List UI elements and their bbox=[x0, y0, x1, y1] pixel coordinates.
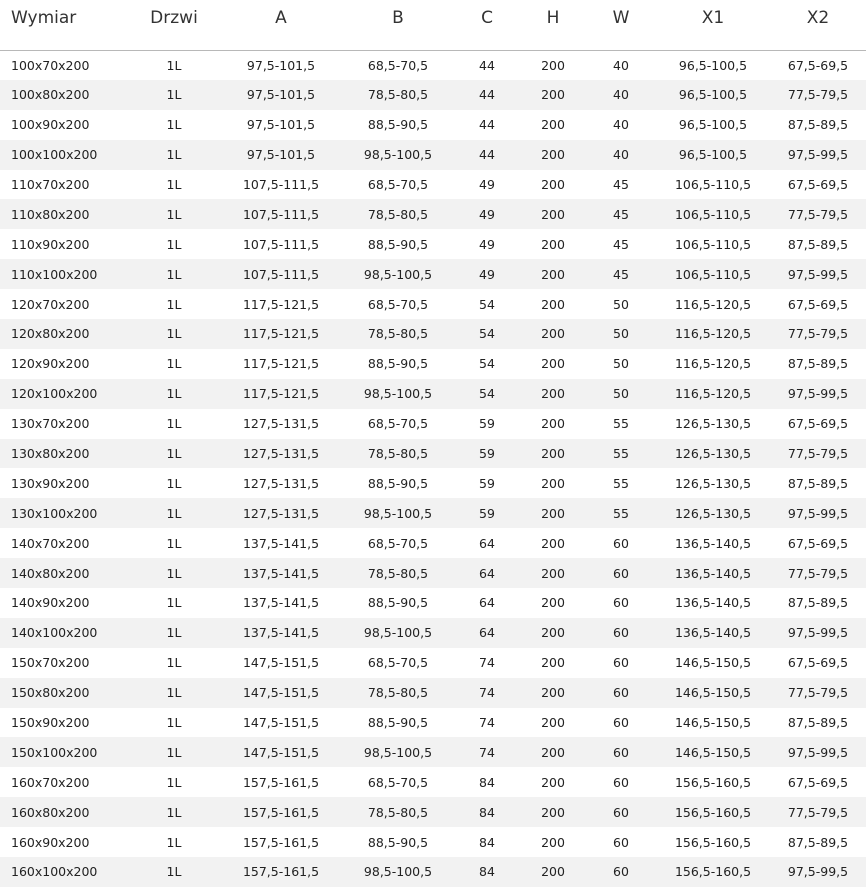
cell-h: 200 bbox=[541, 864, 565, 880]
cell-x2: 87,5-89,5 bbox=[787, 356, 849, 372]
cell-drzwi: 1L bbox=[166, 565, 182, 581]
cell-c: 44 bbox=[479, 117, 495, 133]
table-row bbox=[0, 678, 866, 708]
cell-h: 200 bbox=[541, 834, 565, 850]
cell-h: 200 bbox=[541, 535, 565, 551]
cell-b: 88,5-90,5 bbox=[367, 595, 429, 611]
column-header-h: H bbox=[520, 0, 586, 50]
cell-x2: 97,5-99,5 bbox=[787, 625, 849, 641]
cell-w: 60 bbox=[613, 804, 629, 820]
table-row bbox=[0, 170, 866, 200]
cell-x1: 116,5-120,5 bbox=[674, 386, 752, 402]
cell-c: 44 bbox=[479, 147, 495, 163]
cell-h: 200 bbox=[541, 296, 565, 312]
cell-h: 200 bbox=[541, 774, 565, 790]
cell-a: 127,5-131,5 bbox=[242, 505, 320, 521]
cell-x2: 97,5-99,5 bbox=[787, 744, 849, 760]
cell-b: 88,5-90,5 bbox=[367, 117, 429, 133]
cell-b: 98,5-100,5 bbox=[363, 266, 433, 282]
cell-x2: 77,5-79,5 bbox=[787, 206, 849, 222]
cell-w: 60 bbox=[613, 595, 629, 611]
cell-x2: 77,5-79,5 bbox=[787, 685, 849, 701]
column-header-a: A bbox=[220, 0, 342, 50]
cell-x1: 126,5-130,5 bbox=[674, 416, 752, 432]
cell-drzwi: 1L bbox=[166, 57, 182, 73]
column-header-x1: X1 bbox=[656, 0, 770, 50]
cell-wymiar: 160x70x200 bbox=[11, 774, 90, 790]
cell-b: 98,5-100,5 bbox=[363, 505, 433, 521]
cell-drzwi: 1L bbox=[166, 296, 182, 312]
cell-a: 147,5-151,5 bbox=[242, 715, 320, 731]
cell-x1: 136,5-140,5 bbox=[674, 565, 752, 581]
cell-h: 200 bbox=[541, 565, 565, 581]
cell-w: 55 bbox=[613, 475, 629, 491]
cell-w: 60 bbox=[613, 744, 629, 760]
cell-a: 107,5-111,5 bbox=[242, 177, 320, 192]
cell-c: 64 bbox=[479, 565, 495, 581]
cell-a: 127,5-131,5 bbox=[242, 475, 320, 491]
cell-drzwi: 1L bbox=[166, 744, 182, 760]
cell-c: 54 bbox=[479, 386, 495, 402]
cell-h: 200 bbox=[541, 386, 565, 402]
cell-wymiar: 120x100x200 bbox=[11, 386, 98, 402]
cell-b: 98,5-100,5 bbox=[363, 864, 433, 880]
cell-c: 59 bbox=[479, 505, 495, 521]
cell-c: 74 bbox=[479, 685, 495, 701]
cell-x2: 97,5-99,5 bbox=[787, 147, 849, 163]
cell-h: 200 bbox=[541, 87, 565, 103]
cell-x2: 67,5-69,5 bbox=[787, 655, 849, 671]
cell-w: 60 bbox=[613, 565, 629, 581]
table-row bbox=[0, 199, 866, 229]
cell-a: 117,5-121,5 bbox=[242, 296, 320, 312]
cell-x2: 87,5-89,5 bbox=[787, 475, 849, 491]
cell-b: 78,5-80,5 bbox=[367, 326, 429, 342]
cell-h: 200 bbox=[541, 117, 565, 133]
cell-w: 45 bbox=[613, 236, 629, 252]
cell-wymiar: 140x80x200 bbox=[11, 565, 90, 581]
cell-wymiar: 120x70x200 bbox=[11, 296, 90, 312]
cell-x1: 116,5-120,5 bbox=[674, 326, 752, 342]
cell-x1: 146,5-150,5 bbox=[674, 744, 752, 760]
cell-a: 147,5-151,5 bbox=[242, 744, 320, 760]
cell-drzwi: 1L bbox=[166, 834, 182, 850]
cell-x1: 126,5-130,5 bbox=[674, 446, 752, 462]
cell-b: 88,5-90,5 bbox=[367, 715, 429, 731]
cell-h: 200 bbox=[541, 475, 565, 491]
cell-c: 44 bbox=[479, 57, 495, 73]
cell-h: 200 bbox=[541, 685, 565, 701]
cell-x2: 67,5-69,5 bbox=[787, 416, 849, 432]
cell-x2: 67,5-69,5 bbox=[787, 296, 849, 312]
cell-x2: 67,5-69,5 bbox=[787, 535, 849, 551]
cell-b: 78,5-80,5 bbox=[367, 206, 429, 222]
cell-wymiar: 110x70x200 bbox=[11, 177, 90, 192]
column-header-wymiar: Wymiar bbox=[0, 0, 128, 50]
cell-x1: 126,5-130,5 bbox=[674, 475, 752, 491]
cell-a: 137,5-141,5 bbox=[242, 595, 320, 611]
cell-x1: 156,5-160,5 bbox=[674, 864, 752, 880]
cell-h: 200 bbox=[541, 505, 565, 521]
cell-x2: 87,5-89,5 bbox=[787, 715, 849, 731]
cell-x1: 106,5-110,5 bbox=[674, 236, 752, 252]
cell-wymiar: 160x90x200 bbox=[11, 834, 90, 850]
table-row bbox=[0, 229, 866, 259]
cell-drzwi: 1L bbox=[166, 625, 182, 641]
cell-h: 200 bbox=[541, 236, 565, 252]
cell-w: 60 bbox=[613, 625, 629, 641]
cell-drzwi: 1L bbox=[166, 804, 182, 820]
cell-a: 117,5-121,5 bbox=[242, 356, 320, 372]
cell-c: 44 bbox=[479, 87, 495, 103]
table-row bbox=[0, 618, 866, 648]
cell-x1: 106,5-110,5 bbox=[674, 206, 752, 222]
cell-b: 98,5-100,5 bbox=[363, 744, 433, 760]
cell-c: 64 bbox=[479, 625, 495, 641]
cell-b: 88,5-90,5 bbox=[367, 834, 429, 850]
table-row bbox=[0, 498, 866, 528]
cell-a: 97,5-101,5 bbox=[246, 147, 316, 163]
cell-x2: 77,5-79,5 bbox=[787, 804, 849, 820]
table-row bbox=[0, 558, 866, 588]
cell-wymiar: 130x70x200 bbox=[11, 416, 90, 432]
cell-x1: 146,5-150,5 bbox=[674, 715, 752, 731]
column-header-drzwi: Drzwi bbox=[128, 0, 220, 50]
cell-w: 50 bbox=[613, 326, 629, 342]
cell-h: 200 bbox=[541, 744, 565, 760]
cell-h: 200 bbox=[541, 57, 565, 73]
cell-h: 200 bbox=[541, 147, 565, 163]
table-row bbox=[0, 349, 866, 379]
cell-drzwi: 1L bbox=[166, 147, 182, 163]
table-row bbox=[0, 648, 866, 678]
cell-drzwi: 1L bbox=[166, 475, 182, 491]
cell-h: 200 bbox=[541, 416, 565, 432]
cell-a: 117,5-121,5 bbox=[242, 386, 320, 402]
cell-b: 68,5-70,5 bbox=[367, 57, 429, 73]
cell-drzwi: 1L bbox=[166, 236, 182, 252]
cell-b: 98,5-100,5 bbox=[363, 147, 433, 163]
cell-wymiar: 120x80x200 bbox=[11, 326, 90, 342]
cell-drzwi: 1L bbox=[166, 535, 182, 551]
table-row bbox=[0, 857, 866, 887]
cell-b: 88,5-90,5 bbox=[367, 236, 429, 252]
cell-c: 59 bbox=[479, 416, 495, 432]
cell-x1: 156,5-160,5 bbox=[674, 834, 752, 850]
cell-a: 157,5-161,5 bbox=[242, 864, 320, 880]
table-row bbox=[0, 439, 866, 469]
cell-x2: 77,5-79,5 bbox=[787, 565, 849, 581]
cell-c: 84 bbox=[479, 774, 495, 790]
header-row bbox=[0, 0, 866, 50]
cell-wymiar: 140x90x200 bbox=[11, 595, 90, 611]
table-row bbox=[0, 468, 866, 498]
table-row bbox=[0, 259, 866, 289]
cell-h: 200 bbox=[541, 595, 565, 611]
cell-x2: 77,5-79,5 bbox=[787, 446, 849, 462]
column-header-b: B bbox=[342, 0, 454, 50]
cell-a: 117,5-121,5 bbox=[242, 326, 320, 342]
cell-w: 50 bbox=[613, 296, 629, 312]
cell-c: 74 bbox=[479, 655, 495, 671]
cell-x1: 96,5-100,5 bbox=[678, 147, 748, 163]
table-row bbox=[0, 737, 866, 767]
cell-w: 60 bbox=[613, 685, 629, 701]
cell-x1: 126,5-130,5 bbox=[674, 505, 752, 521]
table-body bbox=[0, 50, 866, 887]
cell-x2: 97,5-99,5 bbox=[787, 266, 849, 282]
cell-x1: 146,5-150,5 bbox=[674, 685, 752, 701]
cell-w: 40 bbox=[613, 57, 629, 73]
cell-c: 49 bbox=[479, 236, 495, 252]
cell-x1: 96,5-100,5 bbox=[678, 87, 748, 103]
cell-b: 68,5-70,5 bbox=[367, 655, 429, 671]
cell-drzwi: 1L bbox=[166, 416, 182, 432]
table-row bbox=[0, 80, 866, 110]
cell-w: 60 bbox=[613, 774, 629, 790]
cell-w: 45 bbox=[613, 177, 629, 192]
cell-wymiar: 160x100x200 bbox=[11, 864, 98, 880]
cell-h: 200 bbox=[541, 804, 565, 820]
cell-h: 200 bbox=[541, 177, 565, 192]
cell-a: 157,5-161,5 bbox=[242, 774, 320, 790]
cell-drzwi: 1L bbox=[166, 864, 182, 880]
cell-x2: 67,5-69,5 bbox=[787, 177, 849, 192]
cell-h: 200 bbox=[541, 356, 565, 372]
cell-drzwi: 1L bbox=[166, 326, 182, 342]
cell-c: 84 bbox=[479, 834, 495, 850]
cell-c: 54 bbox=[479, 326, 495, 342]
cell-a: 107,5-111,5 bbox=[242, 266, 320, 282]
cell-a: 107,5-111,5 bbox=[242, 236, 320, 252]
cell-c: 64 bbox=[479, 535, 495, 551]
table-row bbox=[0, 289, 866, 319]
cell-b: 78,5-80,5 bbox=[367, 446, 429, 462]
cell-drzwi: 1L bbox=[166, 386, 182, 402]
cell-b: 68,5-70,5 bbox=[367, 535, 429, 551]
cell-wymiar: 150x100x200 bbox=[11, 744, 98, 760]
cell-a: 147,5-151,5 bbox=[242, 655, 320, 671]
table-row bbox=[0, 409, 866, 439]
cell-w: 45 bbox=[613, 266, 629, 282]
cell-x2: 97,5-99,5 bbox=[787, 864, 849, 880]
cell-w: 60 bbox=[613, 864, 629, 880]
table-row bbox=[0, 708, 866, 738]
cell-x1: 136,5-140,5 bbox=[674, 535, 752, 551]
cell-wymiar: 150x70x200 bbox=[11, 655, 90, 671]
column-header-x2: X2 bbox=[770, 0, 866, 50]
cell-drzwi: 1L bbox=[166, 505, 182, 521]
cell-w: 40 bbox=[613, 87, 629, 103]
cell-drzwi: 1L bbox=[166, 266, 182, 282]
cell-wymiar: 110x100x200 bbox=[11, 266, 98, 282]
cell-x2: 87,5-89,5 bbox=[787, 834, 849, 850]
cell-b: 68,5-70,5 bbox=[367, 177, 429, 192]
cell-wymiar: 160x80x200 bbox=[11, 804, 90, 820]
cell-a: 157,5-161,5 bbox=[242, 804, 320, 820]
cell-w: 60 bbox=[613, 715, 629, 731]
cell-b: 68,5-70,5 bbox=[367, 416, 429, 432]
cell-a: 137,5-141,5 bbox=[242, 535, 320, 551]
cell-a: 147,5-151,5 bbox=[242, 685, 320, 701]
cell-c: 54 bbox=[479, 296, 495, 312]
cell-w: 55 bbox=[613, 446, 629, 462]
cell-a: 97,5-101,5 bbox=[246, 57, 316, 73]
cell-wymiar: 130x100x200 bbox=[11, 505, 98, 521]
cell-c: 49 bbox=[479, 177, 495, 192]
table-row bbox=[0, 767, 866, 797]
cell-h: 200 bbox=[541, 655, 565, 671]
cell-w: 50 bbox=[613, 356, 629, 372]
table-header bbox=[0, 0, 866, 50]
cell-w: 55 bbox=[613, 416, 629, 432]
cell-b: 68,5-70,5 bbox=[367, 774, 429, 790]
table-row bbox=[0, 827, 866, 857]
cell-x1: 116,5-120,5 bbox=[674, 296, 752, 312]
cell-x1: 96,5-100,5 bbox=[678, 117, 748, 133]
cell-x2: 97,5-99,5 bbox=[787, 505, 849, 521]
cell-b: 68,5-70,5 bbox=[367, 296, 429, 312]
cell-a: 127,5-131,5 bbox=[242, 416, 320, 432]
cell-x2: 87,5-89,5 bbox=[787, 595, 849, 611]
cell-w: 60 bbox=[613, 655, 629, 671]
table-row bbox=[0, 140, 866, 170]
cell-a: 137,5-141,5 bbox=[242, 565, 320, 581]
table-row bbox=[0, 797, 866, 827]
cell-h: 200 bbox=[541, 715, 565, 731]
cell-drzwi: 1L bbox=[166, 774, 182, 790]
cell-wymiar: 110x80x200 bbox=[11, 206, 90, 222]
table-row bbox=[0, 319, 866, 349]
table-row bbox=[0, 379, 866, 409]
cell-drzwi: 1L bbox=[166, 177, 182, 192]
cell-wymiar: 110x90x200 bbox=[11, 236, 90, 252]
cell-drzwi: 1L bbox=[166, 595, 182, 611]
cell-a: 107,5-111,5 bbox=[242, 206, 320, 222]
cell-wymiar: 150x90x200 bbox=[11, 715, 90, 731]
cell-c: 74 bbox=[479, 744, 495, 760]
cell-x1: 106,5-110,5 bbox=[674, 266, 752, 282]
cell-h: 200 bbox=[541, 266, 565, 282]
cell-wymiar: 150x80x200 bbox=[11, 685, 90, 701]
cell-x1: 106,5-110,5 bbox=[674, 177, 752, 192]
cell-drzwi: 1L bbox=[166, 206, 182, 222]
cell-w: 60 bbox=[613, 834, 629, 850]
cell-h: 200 bbox=[541, 326, 565, 342]
table-row bbox=[0, 50, 866, 80]
cell-x2: 87,5-89,5 bbox=[787, 236, 849, 252]
cell-x2: 97,5-99,5 bbox=[787, 386, 849, 402]
cell-c: 54 bbox=[479, 356, 495, 372]
cell-drzwi: 1L bbox=[166, 117, 182, 133]
cell-wymiar: 120x90x200 bbox=[11, 356, 90, 372]
column-header-c: C bbox=[454, 0, 520, 50]
cell-drzwi: 1L bbox=[166, 446, 182, 462]
cell-h: 200 bbox=[541, 446, 565, 462]
cell-b: 88,5-90,5 bbox=[367, 475, 429, 491]
cell-x2: 87,5-89,5 bbox=[787, 117, 849, 133]
cell-b: 78,5-80,5 bbox=[367, 804, 429, 820]
cell-a: 97,5-101,5 bbox=[246, 87, 316, 103]
cell-b: 88,5-90,5 bbox=[367, 356, 429, 372]
cell-w: 55 bbox=[613, 505, 629, 521]
cell-w: 40 bbox=[613, 117, 629, 133]
cell-c: 74 bbox=[479, 715, 495, 731]
cell-c: 59 bbox=[479, 446, 495, 462]
cell-x1: 156,5-160,5 bbox=[674, 774, 752, 790]
cell-b: 78,5-80,5 bbox=[367, 87, 429, 103]
cell-c: 49 bbox=[479, 206, 495, 222]
cell-w: 45 bbox=[613, 206, 629, 222]
cell-wymiar: 100x90x200 bbox=[11, 117, 90, 133]
cell-drzwi: 1L bbox=[166, 685, 182, 701]
table-row bbox=[0, 528, 866, 558]
cell-w: 60 bbox=[613, 535, 629, 551]
cell-wymiar: 100x100x200 bbox=[11, 147, 98, 163]
cell-a: 97,5-101,5 bbox=[246, 117, 316, 133]
column-header-w: W bbox=[586, 0, 656, 50]
cell-c: 59 bbox=[479, 475, 495, 491]
cell-x2: 67,5-69,5 bbox=[787, 774, 849, 790]
cell-drzwi: 1L bbox=[166, 356, 182, 372]
cell-b: 98,5-100,5 bbox=[363, 625, 433, 641]
cell-x1: 146,5-150,5 bbox=[674, 655, 752, 671]
cell-wymiar: 100x80x200 bbox=[11, 87, 90, 103]
cell-a: 137,5-141,5 bbox=[242, 625, 320, 641]
cell-x2: 77,5-79,5 bbox=[787, 326, 849, 342]
cell-drzwi: 1L bbox=[166, 655, 182, 671]
cell-w: 50 bbox=[613, 386, 629, 402]
cell-h: 200 bbox=[541, 206, 565, 222]
cell-c: 64 bbox=[479, 595, 495, 611]
cell-x1: 136,5-140,5 bbox=[674, 595, 752, 611]
cell-a: 157,5-161,5 bbox=[242, 834, 320, 850]
cell-c: 84 bbox=[479, 804, 495, 820]
cell-x2: 77,5-79,5 bbox=[787, 87, 849, 103]
cell-wymiar: 130x80x200 bbox=[11, 446, 90, 462]
cell-x2: 67,5-69,5 bbox=[787, 57, 849, 73]
cell-c: 49 bbox=[479, 266, 495, 282]
cell-b: 78,5-80,5 bbox=[367, 565, 429, 581]
cell-drzwi: 1L bbox=[166, 715, 182, 731]
cell-x1: 156,5-160,5 bbox=[674, 804, 752, 820]
cell-b: 98,5-100,5 bbox=[363, 386, 433, 402]
table-row bbox=[0, 110, 866, 140]
cell-wymiar: 140x70x200 bbox=[11, 535, 90, 551]
cell-wymiar: 100x70x200 bbox=[11, 57, 90, 73]
cell-c: 84 bbox=[479, 864, 495, 880]
cell-wymiar: 140x100x200 bbox=[11, 625, 98, 641]
cell-b: 78,5-80,5 bbox=[367, 685, 429, 701]
cell-drzwi: 1L bbox=[166, 87, 182, 103]
cell-x1: 136,5-140,5 bbox=[674, 625, 752, 641]
cell-wymiar: 130x90x200 bbox=[11, 475, 90, 491]
cell-w: 40 bbox=[613, 147, 629, 163]
cell-a: 127,5-131,5 bbox=[242, 446, 320, 462]
cell-x1: 116,5-120,5 bbox=[674, 356, 752, 372]
cell-h: 200 bbox=[541, 625, 565, 641]
table-row bbox=[0, 588, 866, 618]
cell-x1: 96,5-100,5 bbox=[678, 57, 748, 73]
